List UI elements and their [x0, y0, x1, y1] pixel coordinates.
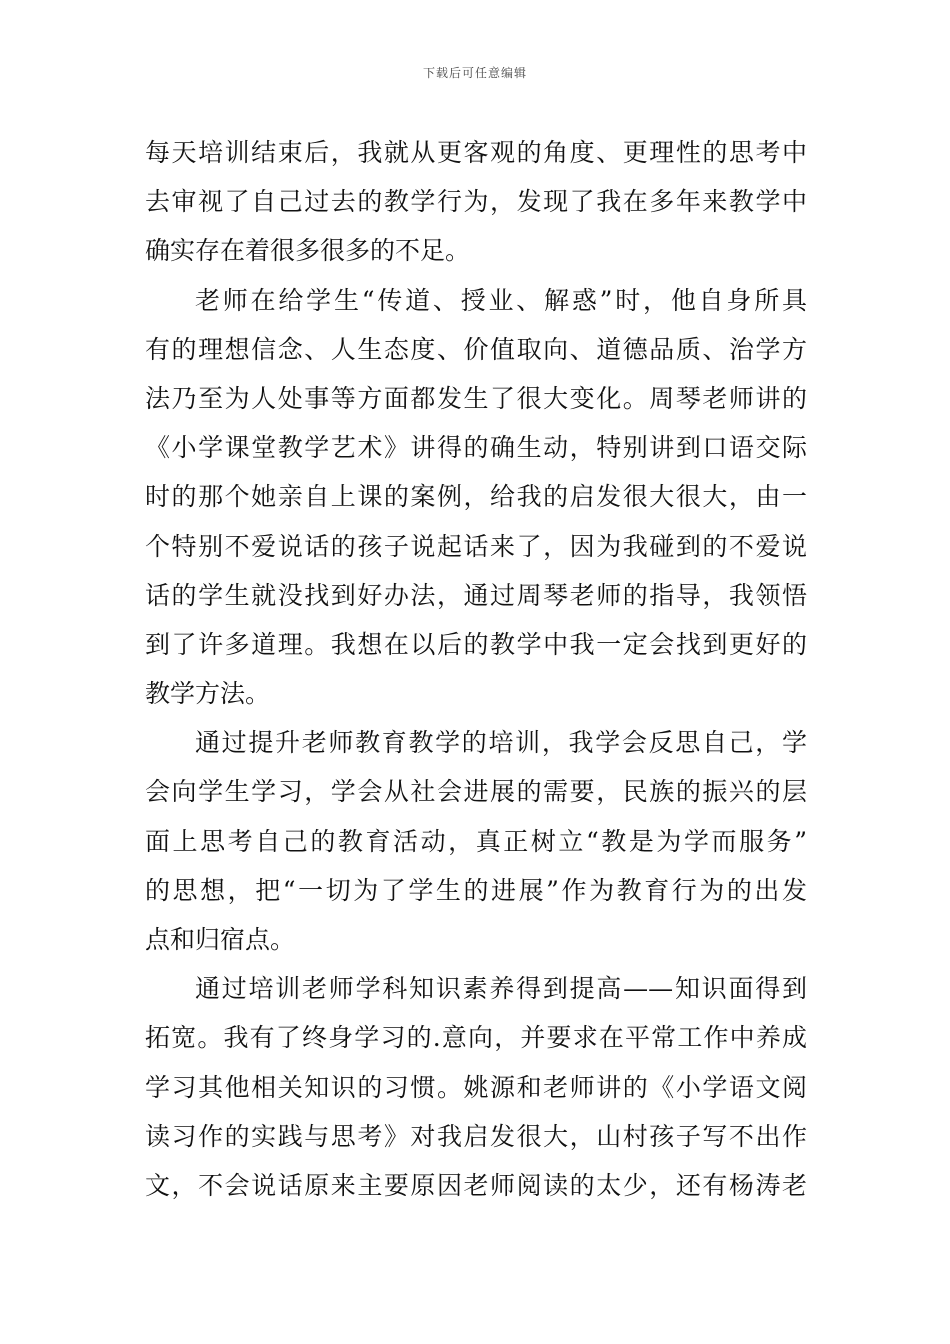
- text-line: 《小学课堂教学艺术》讲得的确生动，特别讲到口语交际: [145, 433, 807, 463]
- paragraph-1: [145, 128, 807, 276]
- text-line: 拓宽。我有了终身学习的.意向，并要求在平常工作中养成: [145, 1023, 807, 1053]
- text-line: 通过提升老师教育教学的培训，我学会反思自己，学: [195, 728, 807, 758]
- text-line: 法乃至为人处事等方面都发生了很大变化。周琴老师讲的: [145, 383, 807, 413]
- text-line: 个特别不爱说话的孩子说起话来了，因为我碰到的不爱说: [145, 531, 807, 561]
- text-line: 每天培训结束后，我就从更客观的角度、更理性的思考中: [145, 138, 807, 167]
- document-body: [145, 128, 807, 1210]
- text-line: 面上思考自己的教育活动，真正树立“教是为学而服务”: [145, 826, 807, 856]
- text-line: 话的学生就没找到好办法，通过周琴老师的指导，我领悟: [145, 580, 807, 610]
- text-line: 通过培训老师学科知识素养得到提高——知识面得到: [195, 974, 807, 1004]
- text-line: 会向学生学习，学会从社会进展的需要，民族的振兴的层: [145, 777, 807, 807]
- text-line: 的思想，把“一切为了学生的进展”作为教育行为的出发: [145, 875, 807, 905]
- text-line: 确实存在着很多很多的不足。: [145, 236, 471, 266]
- text-line: 去审视了自己过去的教学行为，发现了我在多年来教学中: [145, 187, 807, 217]
- text-line: 有的理想信念、人生态度、价值取向、道德品质、治学方: [145, 334, 807, 364]
- text-line: 教学方法。: [145, 679, 271, 709]
- text-line: 学习其他相关知识的习惯。姚源和老师讲的《小学语文阅: [145, 1072, 807, 1102]
- text-line: 文，不会说话原来主要原因老师阅读的太少，还有杨涛老: [145, 1170, 807, 1200]
- paragraph-4: [145, 964, 807, 1210]
- page-header: 下载后可任意编辑: [422, 66, 527, 80]
- paragraph-3: [145, 718, 807, 964]
- text-line: 老师在给学生“传道、授业、解惑”时，他自身所具: [195, 285, 807, 315]
- paragraph-2: [145, 276, 807, 719]
- text-line: 读习作的实践与思考》对我启发很大，山村孩子写不出作: [145, 1121, 807, 1151]
- text-line: 时的那个她亲自上课的案例，给我的启发很大很大，由一: [145, 482, 807, 512]
- text-line: 到了许多道理。我想在以后的教学中我一定会找到更好的: [145, 629, 807, 659]
- text-line: 点和归宿点。: [145, 925, 296, 954]
